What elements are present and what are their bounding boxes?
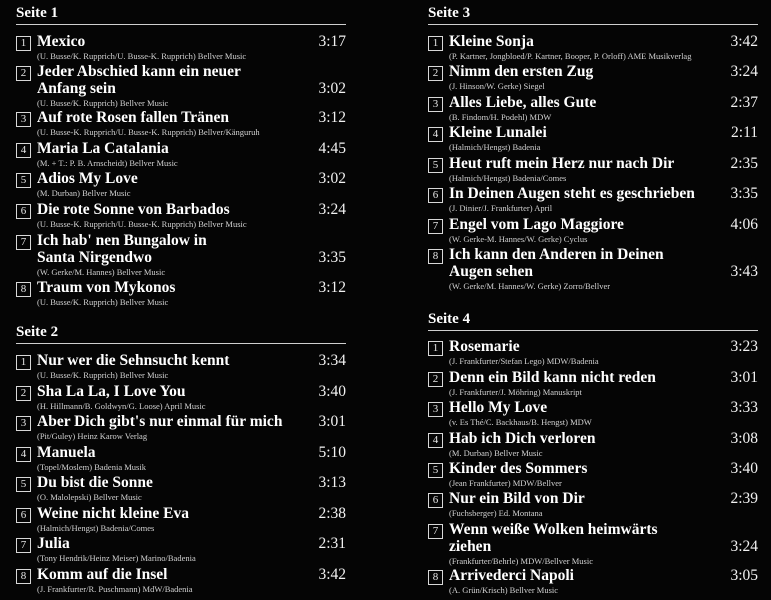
track-number-box: 6: [428, 493, 443, 508]
track-number-box: 5: [428, 158, 443, 173]
track-title: Auf rote Rosen fallen Tränen: [37, 109, 230, 126]
side-heading-text: Seite 3: [428, 5, 471, 21]
track-number-box: 2: [428, 66, 443, 81]
track-credit: (J. Dinier/J. Frankfurter) April: [449, 203, 553, 213]
track-credit: (J. Frankfurter/R. Puschmann) MdW/Badenia: [37, 584, 193, 594]
track-duration: 3:08: [730, 430, 758, 447]
track-credit: (U. Busse/K. Rupprich) Bellver Music: [37, 370, 169, 380]
track-credit: (M. + T.: P. B. Arnscheidt) Bellver Music: [37, 158, 178, 168]
track-number-box: 6: [16, 204, 31, 219]
track-number-box: 2: [16, 66, 31, 81]
track-duration: 2:38: [318, 505, 346, 522]
track-duration: 3:01: [730, 369, 758, 386]
track-title: Kleine Sonja: [449, 33, 534, 50]
track-title: Hello My Love: [449, 399, 548, 416]
track-number-box: 6: [16, 508, 31, 523]
track-title: Alles Liebe, alles Gute: [449, 94, 597, 111]
track-number-box: 8: [16, 569, 31, 584]
track-title: Die rote Sonne von Barbados: [37, 201, 230, 218]
track-number-box: 3: [428, 97, 443, 112]
track-duration: 3:24: [730, 63, 758, 80]
track-title: Ich hab' nen Bungalow in Santa Nirgendwo: [37, 232, 207, 266]
track-title: Ich kann den Anderen in Deinen Augen sehen: [449, 246, 664, 280]
track-duration: 4:45: [318, 140, 346, 157]
track-duration: 3:12: [318, 279, 346, 296]
track-duration: 3:02: [318, 170, 346, 187]
track-credit: (U. Busse-K. Rupprich/U. Busse-K. Rupprich) Bellver/Känguruh: [37, 127, 260, 137]
track-number-box: 8: [16, 282, 31, 297]
track-number-box: 5: [16, 173, 31, 188]
track-duration: 3:42: [318, 566, 346, 583]
track-title: Nur wer die Sehnsucht kennt: [37, 352, 230, 369]
track-duration: 3:40: [730, 460, 758, 477]
track-credit: (v. Es Thé/C. Backhaus/B. Hengst) MDW: [449, 417, 592, 427]
track-duration: 3:40: [318, 383, 346, 400]
track-duration: 3:12: [318, 109, 346, 126]
track-title: Heut ruft mein Herz nur nach Dir: [449, 155, 675, 172]
track-number-box: 1: [428, 341, 443, 356]
track-number-box: 7: [428, 524, 443, 539]
track-number-box: 7: [428, 219, 443, 234]
side-heading-text: Seite 2: [16, 324, 59, 340]
track-title: Mexico: [37, 33, 86, 50]
heading-rule: [16, 343, 346, 344]
track-number-box: 6: [428, 188, 443, 203]
track-title: Traum von Mykonos: [37, 279, 176, 296]
track-duration: 3:13: [318, 474, 346, 491]
track-title: Wenn weiße Wolken heimwärts ziehen: [449, 521, 658, 555]
track-number-box: 1: [428, 36, 443, 51]
track-title: Rosemarie: [449, 338, 520, 355]
track-number-box: 3: [16, 416, 31, 431]
track-number-box: 7: [16, 538, 31, 553]
track-duration: 3:23: [730, 338, 758, 355]
track-title: Denn ein Bild kann nicht reden: [449, 369, 656, 386]
track-number-box: 8: [428, 570, 443, 585]
track-title: Arrivederci Napoli: [449, 567, 574, 584]
track-number-box: 2: [428, 372, 443, 387]
track-number-box: 3: [16, 112, 31, 127]
track-duration: 3:24: [730, 538, 758, 555]
side-heading-text: Seite 1: [16, 5, 59, 21]
side-heading: [428, 4, 758, 25]
track-credit: (W. Gerke/M. Hannes) Bellver Music: [37, 267, 166, 277]
track-number-box: 7: [16, 235, 31, 250]
track-duration: 3:01: [318, 413, 346, 430]
track-duration: 3:34: [318, 352, 346, 369]
track-duration: 2:31: [318, 535, 346, 552]
track-credit: (Topel/Moslem) Badenia Musik: [37, 462, 146, 472]
track-number-box: 5: [16, 477, 31, 492]
track-credit: (O. Malolepski) Bellver Music: [37, 492, 142, 502]
track-credit: (Halmich/Hengst) Badenia/Comes: [37, 523, 155, 533]
track-credit: (Fuchsberger) Ed. Montana: [449, 508, 543, 518]
track-title: Engel vom Lago Maggiore: [449, 216, 624, 233]
track-title: In Deinen Augen steht es geschrieben: [449, 185, 695, 202]
track-title: Aber Dich gibt's nur einmal für mich: [37, 413, 283, 430]
track-number-box: 2: [16, 386, 31, 401]
track-title: Hab ich Dich verloren: [449, 430, 596, 447]
side-heading-text: Seite 4: [428, 311, 471, 327]
track-number-box: 5: [428, 463, 443, 478]
track-credit: (Tony Hendrik/Heinz Meiser) Marino/Badenia: [37, 553, 196, 563]
track-credit: (U. Busse/K. Rupprich) Bellver Music: [37, 297, 169, 307]
track-credit: (H. Hillmann/B. Goldwyn/G. Loose) April Music: [37, 401, 206, 411]
track-title: Jeder Abschied kann ein neuer Anfang sein: [37, 63, 241, 97]
track-title: Komm auf die Insel: [37, 566, 168, 583]
track-number-box: 3: [428, 402, 443, 417]
track-title: Kleine Lunalei: [449, 124, 547, 141]
track-title: Nimm den ersten Zug: [449, 63, 594, 80]
heading-rule: [428, 330, 758, 331]
track-credit: (W. Gerke-M. Hannes/W. Gerke) Cyclus: [449, 234, 588, 244]
track-duration: 3:24: [318, 201, 346, 218]
track-duration: 2:39: [730, 490, 758, 507]
track-number-box: 1: [16, 355, 31, 370]
track-title: Nur ein Bild von Dir: [449, 490, 585, 507]
track-number-box: 4: [428, 127, 443, 142]
track-credit: (P. Kartner, Jongbloed/P. Kartner, Booper, P. Orloff) AME Musikverlag: [449, 51, 692, 61]
track-credit: (Pit/Guley) Heinz Karow Verlag: [37, 431, 148, 441]
track-duration: 3:35: [318, 249, 346, 266]
track-duration: 3:35: [730, 185, 758, 202]
track-title: Manuela: [37, 444, 96, 461]
track-duration: 3:02: [318, 80, 346, 97]
track-duration: 3:42: [730, 33, 758, 50]
track-title: Adios My Love: [37, 170, 138, 187]
track-number-box: 4: [16, 143, 31, 158]
track-credit: (U. Busse/K. Rupprich) Bellver Music: [37, 98, 169, 108]
track-credit: (Halmich/Hengst) Badenia: [449, 142, 541, 152]
track-credit: (A. Grün/Krisch) Bellver Music: [449, 585, 559, 595]
side-heading: [16, 4, 346, 25]
track-number-box: 1: [16, 36, 31, 51]
track-credit: (J. Frankfurter/Stefan Lego) MDW/Badenia: [449, 356, 599, 366]
track-credit: (Jean Frankfurter) MDW/Bellver: [449, 478, 562, 488]
track-number-box: 4: [16, 447, 31, 462]
track-title: Weine nicht kleine Eva: [37, 505, 189, 522]
track-title: Maria La Catalania: [37, 140, 169, 157]
track-credit: (B. Findom/H. Podehl) MDW: [449, 112, 552, 122]
track-duration: 3:05: [730, 567, 758, 584]
track-duration: 2:37: [730, 94, 758, 111]
track-duration: 2:11: [731, 124, 758, 141]
track-number-box: 4: [428, 433, 443, 448]
track-duration: 4:06: [730, 216, 758, 233]
track-credit: (Frankfurter/Behrle) MDW/Bellver Music: [449, 556, 593, 566]
track-duration: 3:17: [318, 33, 346, 50]
side-heading: [428, 310, 758, 331]
track-credit: (U. Busse-K. Rupprich/U. Busse-K. Rupprich) Bellver Music: [37, 219, 247, 229]
track-title: Du bist die Sonne: [37, 474, 153, 491]
heading-rule: [16, 24, 346, 25]
track-credit: (Halmich/Hengst) Badenia/Comes: [449, 173, 567, 183]
track-credit: (J. Hinson/W. Gerke) Siegel: [449, 81, 545, 91]
track-credit: (M. Durban) Bellver Music: [449, 448, 543, 458]
track-title: Sha La La, I Love You: [37, 383, 186, 400]
track-credit: (M. Durban) Bellver Music: [37, 188, 131, 198]
track-credit: (W. Gerke/M. Hannes/W. Gerke) Zorro/Bellver: [449, 281, 611, 291]
track-credit: (U. Busse/K. Rupprich/U. Busse-K. Rupprich) Bellver Music: [37, 51, 247, 61]
track-duration: 3:43: [730, 263, 758, 280]
track-number-box: 8: [428, 249, 443, 264]
side-heading: [16, 323, 346, 344]
track-credit: (J. Frankfurter/J. Möhring) Manuskript: [449, 387, 582, 397]
heading-rule: [428, 24, 758, 25]
track-duration: 2:35: [730, 155, 758, 172]
track-duration: 5:10: [318, 444, 346, 461]
track-duration: 3:33: [730, 399, 758, 416]
track-title: Julia: [37, 535, 70, 552]
track-title: Kinder des Sommers: [449, 460, 588, 477]
